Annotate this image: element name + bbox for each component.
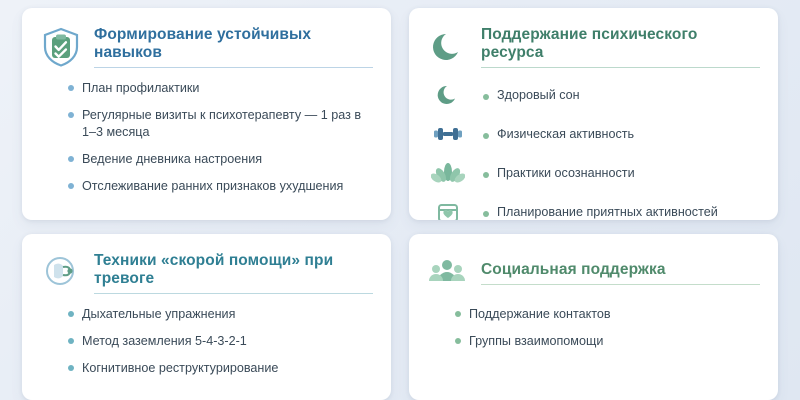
- card-emergency-techniques: [22, 234, 391, 400]
- card-title: Социальная поддержка: [481, 261, 760, 286]
- lotus-icon: [425, 158, 471, 188]
- list-item: [425, 80, 760, 110]
- card-skills: [22, 8, 391, 220]
- card-item-list: [38, 306, 373, 377]
- list-item-label: Планирование приятных активностей: [483, 205, 718, 219]
- list-item: Метод заземления 5-4-3-2-1: [82, 333, 373, 350]
- card-social-support: [409, 234, 778, 400]
- breathing-mask-icon: [38, 250, 84, 296]
- list-item-label: Физическая активность: [483, 127, 634, 141]
- svg-text:z: z: [450, 38, 454, 46]
- list-item: Дыхательные упражнения: [82, 306, 373, 323]
- list-item: Отслеживание ранних признаков ухудшения: [82, 178, 373, 195]
- calendar-heart-icon: [425, 197, 471, 220]
- list-item: Ведение дневника настроения: [82, 151, 373, 168]
- dumbbell-icon: [425, 119, 471, 149]
- list-item: План профилактики: [82, 80, 373, 97]
- card-item-list: [425, 80, 760, 220]
- card-item-list: [38, 80, 373, 195]
- svg-text:z: z: [445, 40, 450, 50]
- list-item: Группы взаимопомощи: [469, 333, 760, 350]
- card-header: [425, 24, 760, 70]
- moon-sleep-icon: [425, 24, 471, 70]
- card-item-list: [425, 306, 760, 350]
- list-item: [425, 197, 760, 220]
- card-header: [425, 250, 760, 296]
- list-item: [425, 119, 760, 149]
- list-item: Регулярные визиты к психотерапевту — 1 раз в 1–3 месяца: [82, 107, 373, 141]
- people-group-icon: [425, 250, 471, 296]
- card-title: Формирование устойчивых навыков: [94, 26, 373, 69]
- list-item: [425, 158, 760, 188]
- list-item: Поддержание контактов: [469, 306, 760, 323]
- list-item-label: Здоровый сон: [483, 88, 580, 102]
- shield-check-icon: [38, 24, 84, 70]
- card-title: Техники «скорой помощи» при тревоге: [94, 252, 373, 295]
- card-header: [38, 24, 373, 70]
- moon-sleep-icon: [425, 80, 471, 110]
- list-item-label: Практики осознанности: [483, 166, 635, 180]
- card-title: Поддержание психического ресурса: [481, 26, 760, 69]
- card-header: [38, 250, 373, 296]
- card-mental-resource: [409, 8, 778, 220]
- list-item: Когнитивное реструктурирование: [82, 360, 373, 377]
